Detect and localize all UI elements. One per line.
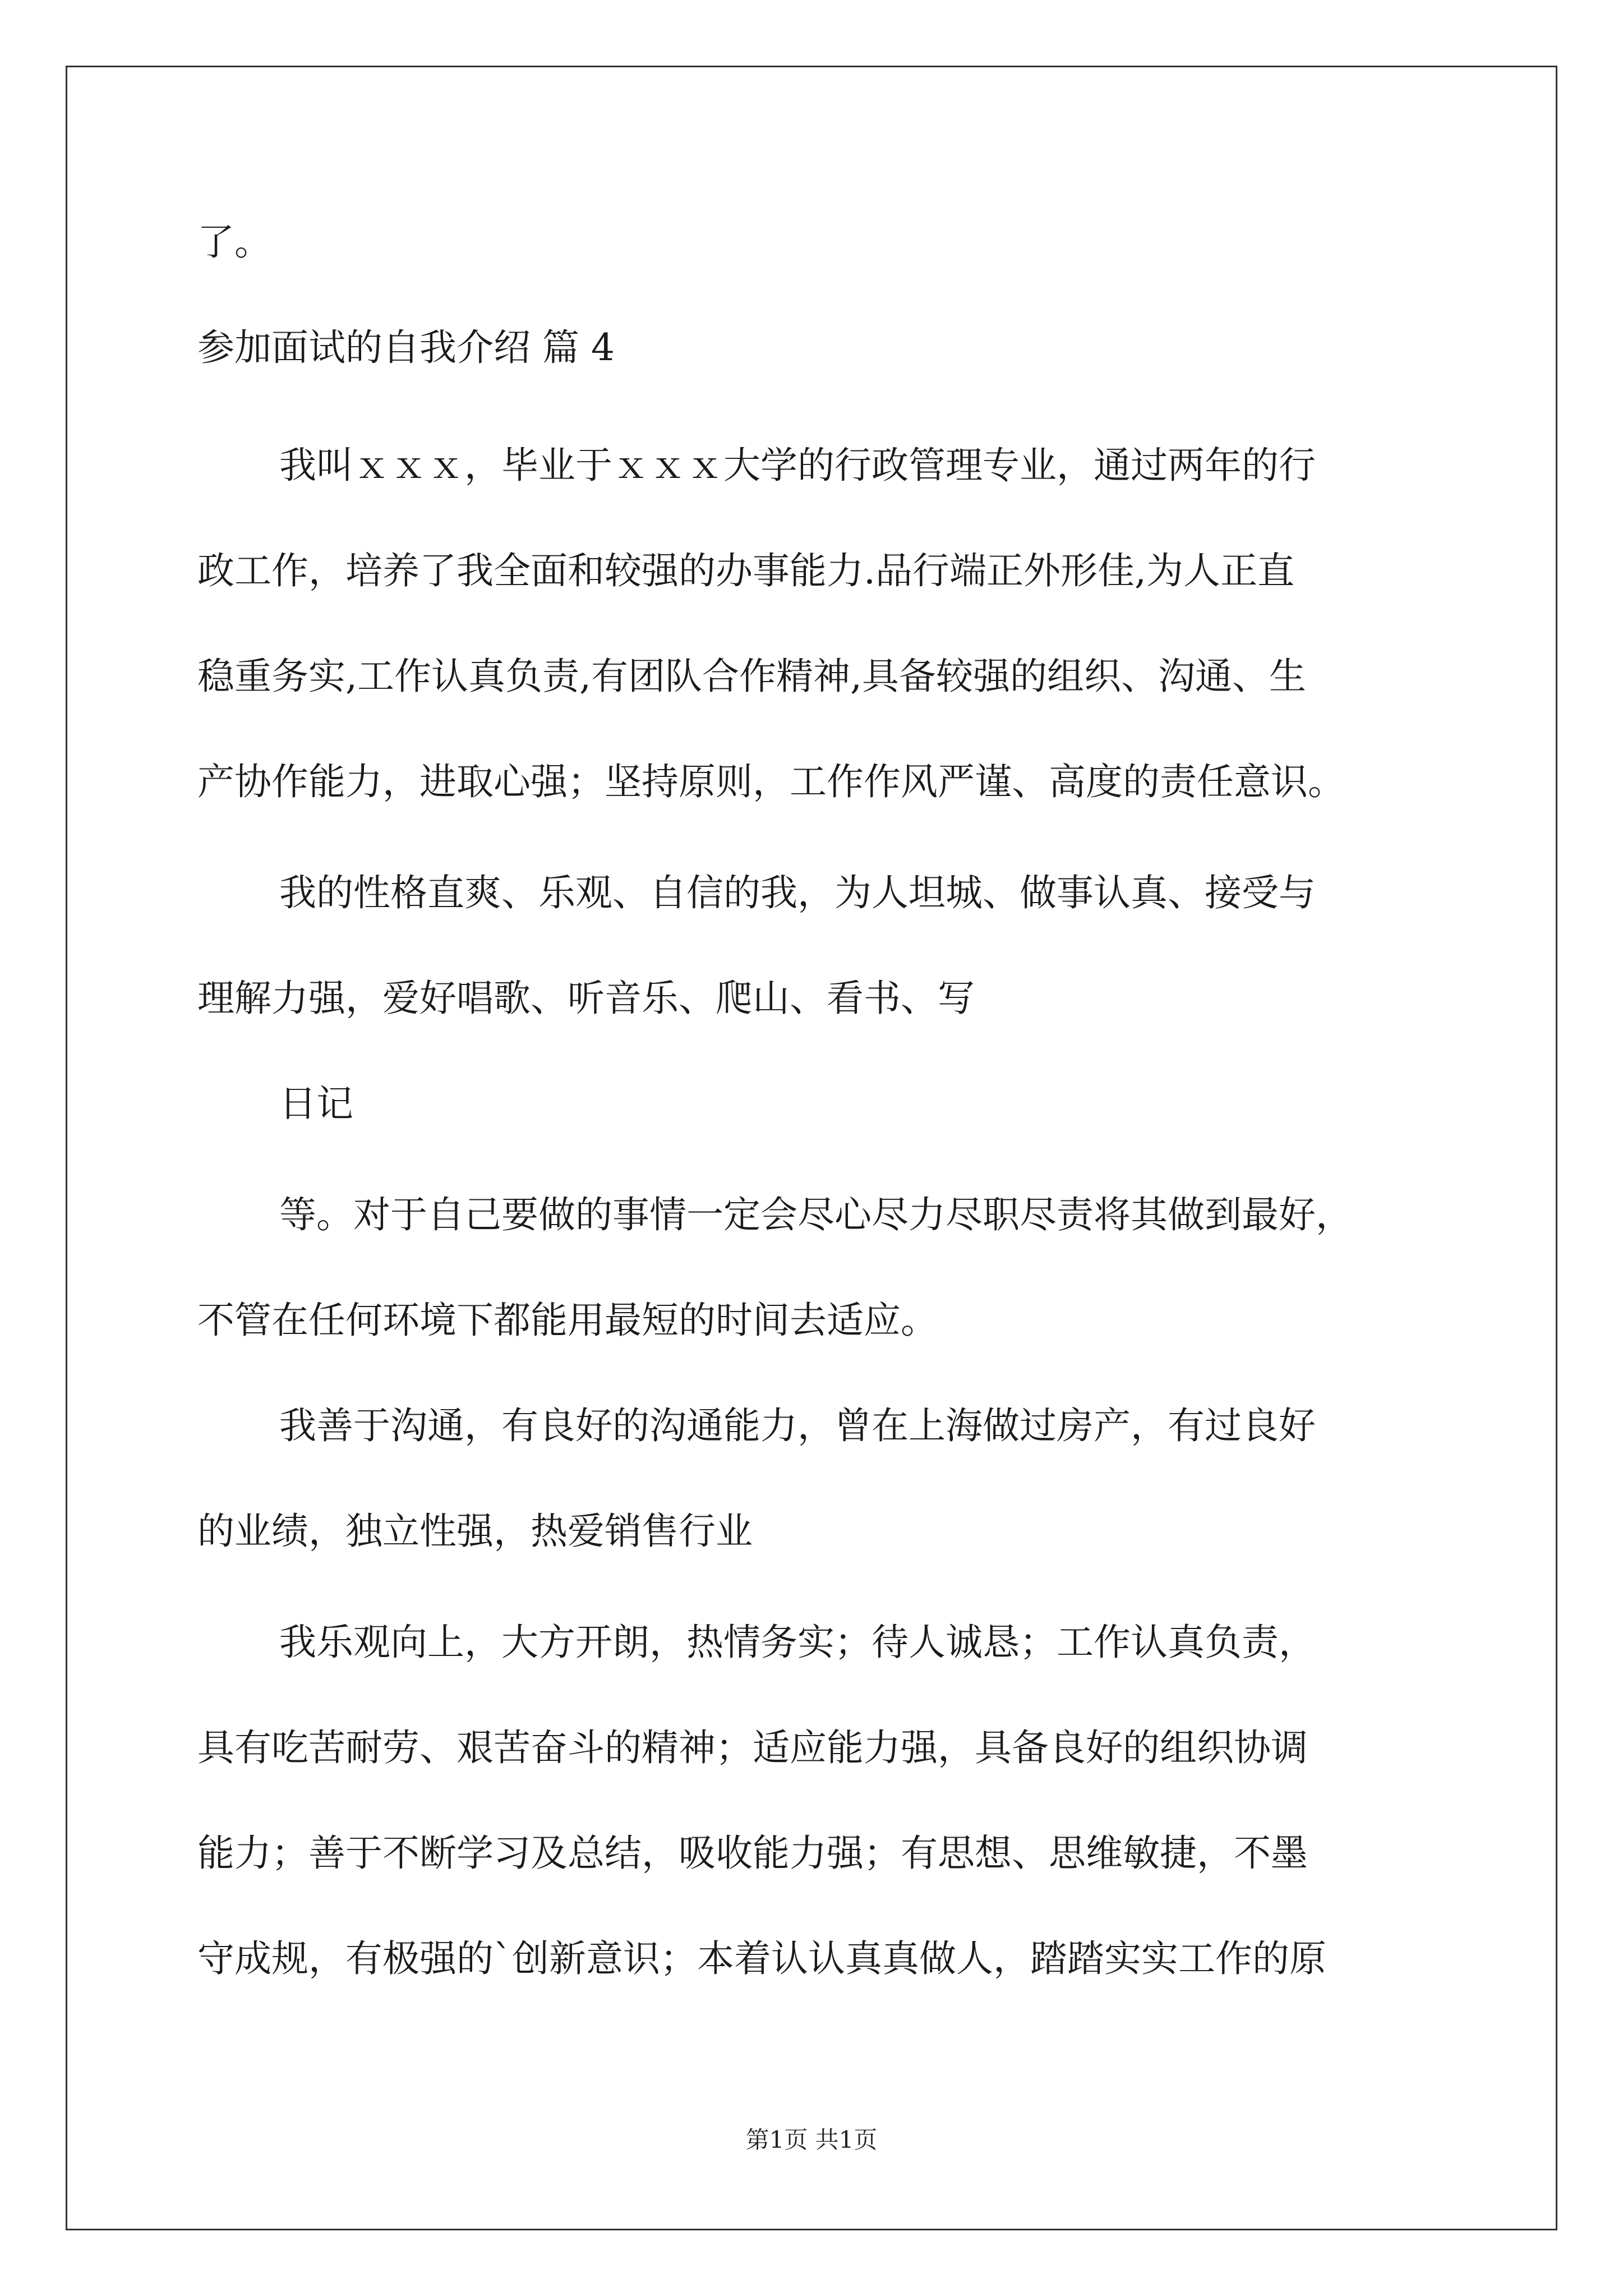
paragraph-line: 日记 xyxy=(279,1082,353,1125)
text-line: 了。 xyxy=(197,220,271,264)
paragraph-line: 产协作能力，进取心强；坚持原则，工作作风严谨、高度的责任意识。 xyxy=(197,760,1345,803)
paragraph-line: 我善于沟通，有良好的沟通能力，曾在上海做过房产，有过良好 xyxy=(279,1404,1316,1447)
paragraph-line: 的业绩，独立性强，热爱销售行业 xyxy=(197,1510,753,1553)
section-heading: 参加面试的自我介绍 篇 4 xyxy=(197,326,615,369)
paragraph-line: 理解力强，爱好唱歌、听音乐、爬山、看书、写 xyxy=(197,977,975,1020)
paragraph-line: 我叫ｘｘｘ，毕业于ｘｘｘ大学的行政管理专业，通过两年的行 xyxy=(279,444,1316,487)
paragraph-line: 稳重务实,工作认真负责,有团队合作精神,具备较强的组织、沟通、生 xyxy=(197,655,1306,698)
paragraph-line: 不管在任何环境下都能用最短的时间去适应。 xyxy=(197,1299,938,1342)
paragraph-line: 等。对于自己要做的事情一定会尽心尽力尽职尽责将其做到最好， xyxy=(279,1193,1353,1236)
paragraph-line: 守成规，有极强的`创新意识；本着认认真真做人，踏踏实实工作的原 xyxy=(197,1937,1326,1980)
page-footer: 第1页 共1页 xyxy=(745,2126,878,2154)
paragraph-line: 政工作，培养了我全面和较强的办事能力.品行端正外形佳,为人正直 xyxy=(197,549,1294,592)
paragraph-line: 我的性格直爽、乐观、自信的我，为人坦城、做事认真、接受与 xyxy=(279,871,1316,914)
paragraph-line: 能力；善于不断学习及总结，吸收能力强；有思想、思维敏捷，不墨 xyxy=(197,1832,1308,1875)
page-border xyxy=(66,66,1557,2230)
paragraph-line: 我乐观向上，大方开朗，热情务实；待人诚恳；工作认真负责， xyxy=(279,1621,1316,1664)
paragraph-line: 具有吃苦耐劳、艰苦奋斗的精神；适应能力强，具备良好的组织协调 xyxy=(197,1726,1308,1769)
